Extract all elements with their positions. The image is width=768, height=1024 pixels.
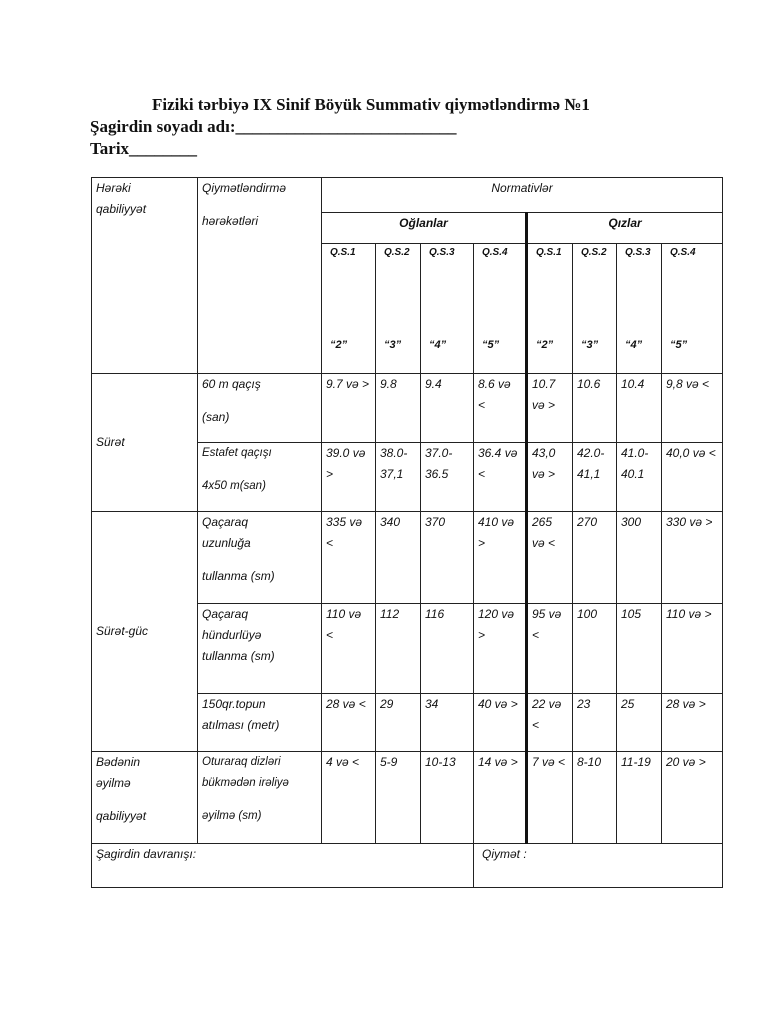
normatives-header: Normativlər — [322, 178, 723, 213]
table-row — [92, 844, 723, 888]
value-cell: 43,0 və > — [527, 443, 573, 512]
ability-column-header: Hərəki qabiliyyət — [92, 178, 198, 374]
value-cell: 95 və < — [527, 604, 573, 694]
value-cell: 10-13 — [421, 752, 474, 844]
value-cell: 340 — [376, 512, 421, 604]
value-cell: 410 və > — [474, 512, 527, 604]
value-cell: 42.0-41,1 — [573, 443, 617, 512]
value-cell: 7 və < — [527, 752, 573, 844]
student-name-field: Şagirdin soyadı adı:__________________________ — [90, 117, 457, 136]
value-cell: 11-19 — [617, 752, 662, 844]
table-row — [92, 752, 723, 844]
table-row — [92, 374, 723, 443]
value-cell: 28 və < — [322, 694, 376, 752]
value-cell: 9.7 və > — [322, 374, 376, 443]
grade-label: Qiymət : — [474, 844, 723, 888]
value-cell: 9.8 — [376, 374, 421, 443]
value-cell: 105 — [617, 604, 662, 694]
value-cell: 300 — [617, 512, 662, 604]
exercise-cell: Qaçaraq hündurlüyə tullanma (sm) — [198, 604, 322, 694]
value-cell: 34 — [421, 694, 474, 752]
value-cell: 370 — [421, 512, 474, 604]
level-header: Q.S.4 “5” — [662, 244, 723, 374]
boys-header: Oğlanlar — [322, 213, 527, 244]
value-cell: 22 və < — [527, 694, 573, 752]
value-cell: 38.0-37,1 — [376, 443, 421, 512]
level-header: Q.S.3 “4” — [421, 244, 474, 374]
exercise-cell: 60 m qaçış (san) — [198, 374, 322, 443]
level-header: Q.S.1 “2” — [322, 244, 376, 374]
value-cell: 330 və > — [662, 512, 723, 604]
actions-column-header: Qiymətləndirmə hərəkətləri — [198, 178, 322, 374]
section-speed: Sürət — [92, 374, 198, 512]
behavior-label: Şagirdin davranışı: — [92, 844, 474, 888]
value-cell: 29 — [376, 694, 421, 752]
value-cell: 39.0 və > — [322, 443, 376, 512]
value-cell: 36.4 və < — [474, 443, 527, 512]
value-cell: 116 — [421, 604, 474, 694]
level-header: Q.S.3 “4” — [617, 244, 662, 374]
value-cell: 37.0-36.5 — [421, 443, 474, 512]
page-title: Fiziki tərbiyə IX Sinif Böyük Summativ qiymətləndirmə №1 — [152, 95, 590, 114]
value-cell: 120 və > — [474, 604, 527, 694]
value-cell: 10.6 — [573, 374, 617, 443]
table-row — [92, 512, 723, 604]
value-cell: 10.7 və > — [527, 374, 573, 443]
level-header: Q.S.1 “2” — [527, 244, 573, 374]
value-cell: 110 və < — [322, 604, 376, 694]
value-cell: 41.0-40.1 — [617, 443, 662, 512]
exercise-cell: 150qr.topun atılması (metr) — [198, 694, 322, 752]
value-cell: 25 — [617, 694, 662, 752]
value-cell: 265 və < — [527, 512, 573, 604]
value-cell: 8.6 və < — [474, 374, 527, 443]
exercise-cell: Qaçaraq uzunluğa tullanma (sm) — [198, 512, 322, 604]
value-cell: 9,8 və < — [662, 374, 723, 443]
value-cell: 28 və > — [662, 694, 723, 752]
level-header: Q.S.2 “3” — [573, 244, 617, 374]
value-cell: 100 — [573, 604, 617, 694]
girls-header: Qızlar — [527, 213, 723, 244]
section-speed-power: Sürət-güc — [92, 512, 198, 752]
value-cell: 14 və > — [474, 752, 527, 844]
value-cell: 23 — [573, 694, 617, 752]
value-cell: 20 və > — [662, 752, 723, 844]
exercise-cell: Estafet qaçışı 4x50 m(san) — [198, 443, 322, 512]
exercise-cell: Oturaraq dizləri bükmədən irəliyə əyilmə (sm) — [198, 752, 322, 844]
level-header: Q.S.4 “5” — [474, 244, 527, 374]
date-field: Tarix________ — [90, 139, 198, 158]
value-cell: 270 — [573, 512, 617, 604]
value-cell: 40,0 və < — [662, 443, 723, 512]
value-cell: 110 və > — [662, 604, 723, 694]
value-cell: 4 və < — [322, 752, 376, 844]
level-header: Q.S.2 “3” — [376, 244, 421, 374]
value-cell: 10.4 — [617, 374, 662, 443]
value-cell: 9.4 — [421, 374, 474, 443]
value-cell: 335 və < — [322, 512, 376, 604]
value-cell: 5-9 — [376, 752, 421, 844]
assessment-table — [91, 177, 723, 888]
section-flexibility: Bədənin əyilmə qabiliyyət — [92, 752, 198, 844]
value-cell: 40 və > — [474, 694, 527, 752]
value-cell: 8-10 — [573, 752, 617, 844]
value-cell: 112 — [376, 604, 421, 694]
